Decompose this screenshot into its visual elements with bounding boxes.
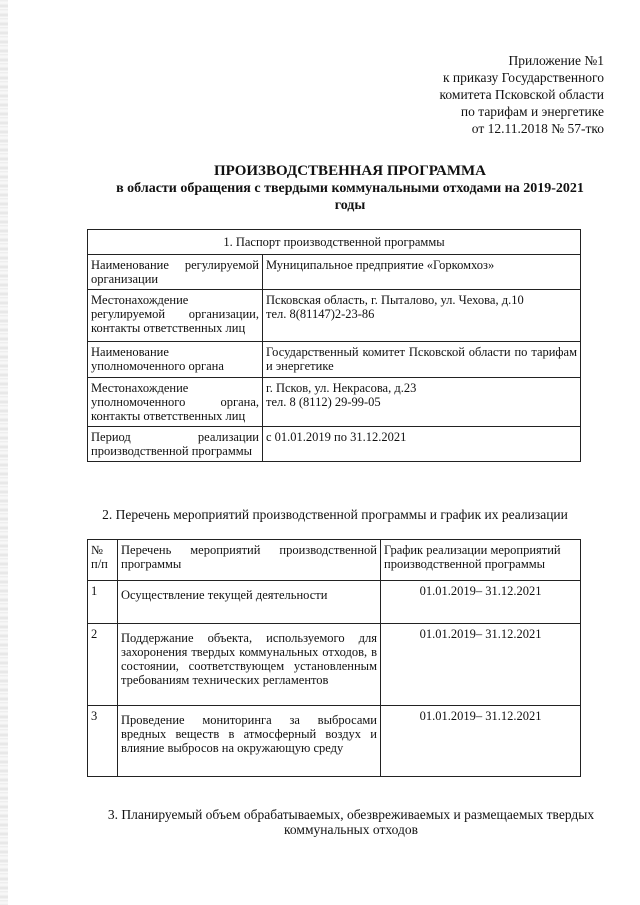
- title-line-2: в области обращения с твердыми коммунальными отходами на 2019-2021: [116, 181, 584, 196]
- passport-value: с 01.01.2019 по 31.12.2021: [263, 427, 581, 462]
- passport-value-phone: тел. 8 (8112) 29-99-05: [266, 395, 381, 409]
- passport-label: Наименование регулируемой организации: [88, 255, 263, 290]
- passport-header: 1. Паспорт производственной программы: [88, 230, 581, 255]
- event-num: 2: [88, 624, 118, 706]
- event-desc-cell: [118, 706, 381, 777]
- header-desc: Перечень мероприятий производственной программы: [118, 540, 381, 581]
- passport-label: Местонахождение регулируемой организации, контакты ответственных лиц: [88, 290, 263, 342]
- event-desc: Проведение мониторинга за выбросами вредных веществ в атмосферный воздух и влияние выбросов на окружающую среду: [121, 713, 377, 755]
- passport-label: Местонахождение уполномоченного органа, контакты ответственных лиц: [88, 378, 263, 427]
- appendix-line-3: комитета Псковской области: [439, 87, 604, 102]
- passport-label: Период реализации производственной программы: [88, 427, 263, 462]
- document-title: [90, 163, 610, 214]
- passport-value: Муниципальное предприятие «Горкомхоз»: [263, 255, 581, 290]
- event-desc-cell: [118, 581, 381, 624]
- table-header-row: [88, 540, 581, 581]
- passport-label: Наименование уполномоченного органа: [88, 342, 263, 378]
- header-num: № п/п: [88, 540, 118, 581]
- table-row: [88, 581, 581, 624]
- appendix-line-1: Приложение №1: [508, 53, 604, 68]
- table-row: [88, 624, 581, 706]
- scan-edge-artifact: [0, 0, 8, 905]
- title-line-1: ПРОИЗВОДСТВЕННАЯ ПРОГРАММА: [213, 163, 486, 179]
- event-schedule: 01.01.2019– 31.12.2021: [381, 706, 581, 777]
- event-schedule: 01.01.2019– 31.12.2021: [381, 581, 581, 624]
- section-3-title: 3. Планируемый объем обрабатываемых, обезвреживаемых и размещаемых твердых коммунальных отходов: [107, 807, 595, 837]
- event-num: 3: [88, 706, 118, 777]
- event-num: 1: [88, 581, 118, 624]
- appendix-block: [364, 52, 604, 137]
- passport-value-cell: [263, 378, 581, 427]
- passport-value: Государственный комитет Псковской области по тарифам и энергетике: [263, 342, 581, 378]
- passport-table: [87, 229, 581, 462]
- table-row: [88, 255, 581, 290]
- appendix-line-2: к приказу Государственного: [442, 70, 604, 85]
- table-row: [88, 342, 581, 378]
- appendix-line-4: по тарифам и энергетике: [460, 104, 604, 119]
- section-2-title: 2. Перечень мероприятий производственной программы и график их реализации: [102, 507, 568, 522]
- table-row: [88, 378, 581, 427]
- table-row: [88, 427, 581, 462]
- passport-value-cell: [263, 290, 581, 342]
- event-schedule: 01.01.2019– 31.12.2021: [381, 624, 581, 706]
- title-line-3: годы: [334, 198, 366, 213]
- header-schedule: График реализации мероприятий производственной программы: [381, 540, 581, 581]
- passport-value: Псковская область, г. Пыталово, ул. Чехова, д.10: [266, 293, 524, 307]
- event-desc: Поддержание объекта, используемого для захоронения твердых коммунальных отходов, в состоянии, соответствующем установленным требованиям технических регламентов: [121, 631, 377, 687]
- event-desc: Осуществление текущей деятельности: [121, 588, 328, 602]
- event-desc-cell: [118, 624, 381, 706]
- table-row: [88, 706, 581, 777]
- passport-value-phone: тел. 8(81147)2-23-86: [266, 307, 375, 321]
- table-row: [88, 290, 581, 342]
- passport-value: г. Псков, ул. Некрасова, д.23: [266, 381, 417, 395]
- appendix-line-5: от 12.11.2018 № 57-тко: [471, 121, 604, 136]
- events-table: [87, 539, 581, 777]
